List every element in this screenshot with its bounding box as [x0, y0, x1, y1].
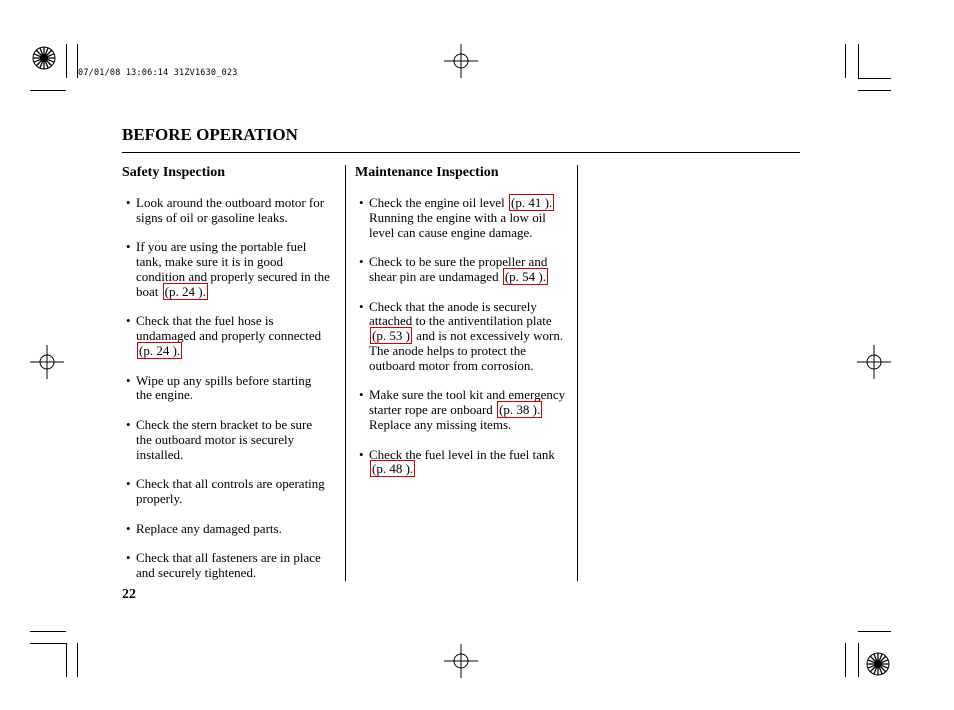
- item-text: Check that all controls are operating properly.: [136, 476, 325, 506]
- checklist-item: [122, 551, 330, 581]
- title-rule: [122, 152, 800, 153]
- registration-target-icon: [444, 644, 478, 678]
- section-title: BEFORE OPERATION: [122, 125, 298, 144]
- registration-target-icon: [857, 345, 891, 379]
- page-reference-link[interactable]: (p. 24 ).: [139, 342, 181, 358]
- item-text: Check that all fasteners are in place and securely tightened.: [136, 550, 321, 580]
- page-reference-link[interactable]: (p. 24 ).: [164, 283, 206, 299]
- safety-checklist: [122, 196, 330, 581]
- item-text: Check that the fuel hose is undamaged and properly connected: [136, 313, 322, 344]
- registration-starburst-icon: [865, 651, 891, 677]
- maintenance-inspection-column: [355, 165, 570, 492]
- checklist-item: [355, 196, 570, 240]
- page-reference-link[interactable]: (p. 48 ).: [372, 461, 414, 477]
- column-heading: Safety Inspection: [122, 165, 226, 180]
- item-text: Check that the anode is securely attached to the antiventilation plate: [369, 298, 552, 329]
- checklist-item: [122, 314, 330, 358]
- column-heading: Maintenance Inspection: [355, 165, 499, 180]
- print-timestamp: 07/01/08 13:06:14 31ZV1630_023: [78, 68, 238, 78]
- checklist-item: [122, 418, 330, 462]
- checklist-item: [355, 300, 570, 374]
- checklist-item: [122, 522, 330, 537]
- item-text: Check to be sure the propeller and shear pin are undamaged: [369, 254, 548, 284]
- checklist-item: [122, 240, 330, 299]
- page-reference-link[interactable]: (p. 54 ).: [504, 268, 547, 284]
- checklist-item: [355, 448, 570, 478]
- safety-inspection-column: [122, 165, 330, 596]
- item-text-continued: Replace any missing items.: [369, 416, 512, 432]
- registration-starburst-icon: [31, 45, 57, 71]
- item-text: Wipe up any spills before starting the engine.: [136, 372, 312, 403]
- page-reference-link[interactable]: (p. 53 ): [372, 328, 410, 344]
- page-reference-link[interactable]: (p. 38 ).: [499, 402, 541, 418]
- checklist-item: [122, 374, 330, 404]
- checklist-item: [122, 477, 330, 507]
- item-text: Check the engine oil level: [369, 195, 505, 210]
- column-divider: [577, 165, 578, 581]
- registration-target-icon: [444, 44, 478, 78]
- checklist-item: [355, 388, 570, 432]
- column-divider: [345, 165, 346, 581]
- item-text-continued: Running the engine with a low oil level can cause engine damage.: [369, 209, 546, 240]
- checklist-item: [122, 196, 330, 226]
- item-text: Replace any damaged parts.: [136, 520, 282, 536]
- item-text: Check the fuel level in the fuel tank: [369, 446, 555, 462]
- item-text: Check the stern bracket to be sure the outboard motor is securely installed.: [136, 416, 313, 462]
- item-text: Look around the outboard motor for signs of oil or gasoline leaks.: [136, 195, 325, 225]
- checklist-item: [355, 255, 570, 285]
- page-number: 22: [122, 587, 136, 602]
- page-reference-link[interactable]: (p. 41 ).: [510, 195, 553, 210]
- item-text: If you are using the portable fuel tank, make sure it is in good condition and properly secured in the boat: [136, 239, 330, 299]
- registration-target-icon: [30, 345, 64, 379]
- item-text-continued: and is not excessively worn. The anode helps to protect the outboard motor from corrosion.: [369, 328, 564, 373]
- maintenance-checklist: [355, 196, 570, 477]
- item-text: Make sure the tool kit and emergency starter rope are onboard: [369, 387, 566, 418]
